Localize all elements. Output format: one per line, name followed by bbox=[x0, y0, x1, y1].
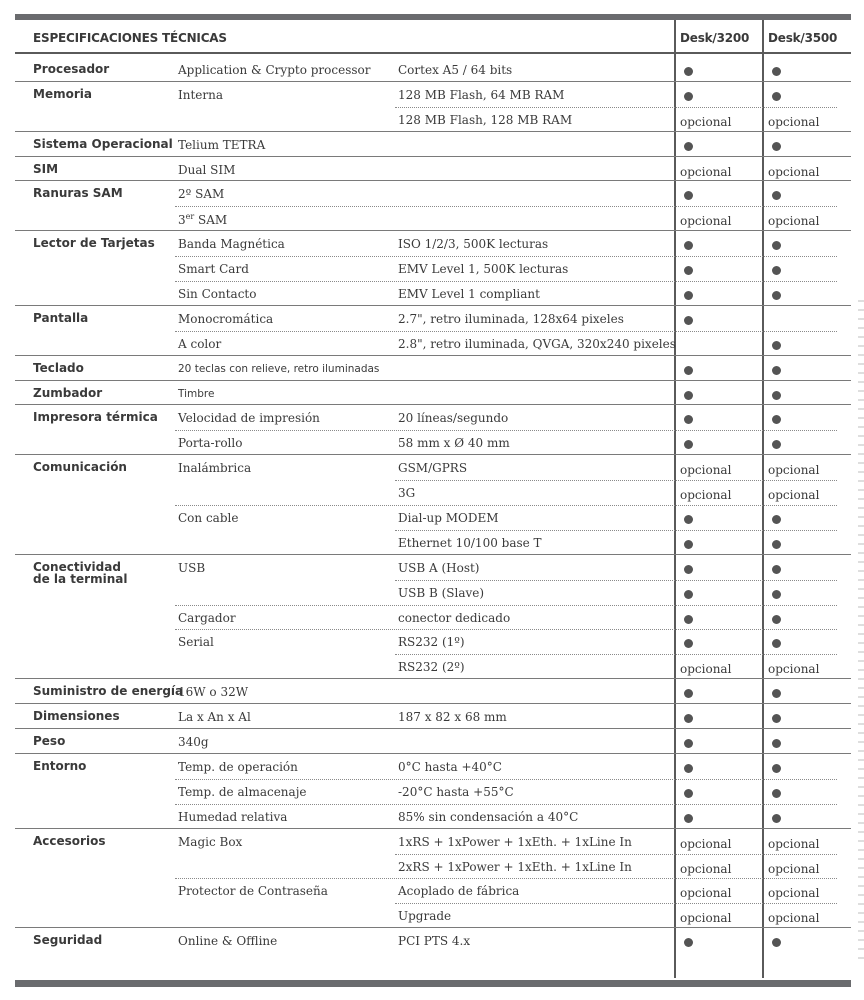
category-label bbox=[33, 461, 127, 473]
feature-label: Telium TETRA bbox=[178, 137, 266, 152]
detail-value: USB B (Slave) bbox=[398, 585, 485, 600]
table-row bbox=[15, 830, 851, 855]
table-header bbox=[15, 20, 851, 54]
feature-label: Con cable bbox=[178, 511, 239, 526]
included-dot-icon bbox=[772, 241, 781, 250]
category-label-text: Teclado bbox=[33, 360, 84, 375]
included-dot-icon bbox=[772, 764, 781, 773]
included-dot-icon bbox=[772, 291, 781, 300]
detail-value: USB A (Host) bbox=[398, 560, 480, 575]
table-row bbox=[15, 232, 851, 257]
included-dot-icon bbox=[684, 391, 693, 400]
table-row bbox=[15, 780, 851, 805]
availability-desk3200: opcional bbox=[680, 886, 732, 901]
availability-desk3200: opcional bbox=[680, 214, 732, 229]
table-row bbox=[15, 855, 851, 880]
detail-value: 0°C hasta +40°C bbox=[398, 759, 502, 774]
table-row bbox=[15, 680, 851, 705]
category-label-text: Conectividad bbox=[33, 559, 121, 574]
detail-value: EMV Level 1 compliant bbox=[398, 287, 540, 302]
included-dot-icon bbox=[772, 689, 781, 698]
included-dot-icon bbox=[684, 92, 693, 101]
table-row bbox=[15, 506, 851, 531]
table-row bbox=[15, 357, 851, 382]
table-row bbox=[15, 207, 851, 232]
table-row bbox=[15, 456, 851, 481]
detail-value: Dial-up MODEM bbox=[398, 511, 499, 526]
detail-value: Cortex A5 / 64 bits bbox=[398, 63, 513, 77]
feature-label: La x An x Al bbox=[178, 710, 251, 725]
table-row bbox=[15, 531, 851, 556]
availability-desk3200: opcional bbox=[680, 662, 732, 677]
feature-label: A color bbox=[178, 336, 222, 351]
category-label bbox=[33, 760, 86, 772]
detail-value: 20 líneas/segundo bbox=[398, 411, 509, 426]
table-row bbox=[15, 406, 851, 431]
header-divider bbox=[15, 52, 851, 54]
spec-sheet bbox=[15, 14, 851, 988]
availability-desk3200: opcional bbox=[680, 114, 732, 129]
feature-label: Magic Box bbox=[178, 834, 243, 849]
included-dot-icon bbox=[684, 739, 693, 748]
availability-desk3200: opcional bbox=[680, 463, 732, 478]
included-dot-icon bbox=[684, 440, 693, 449]
table-row bbox=[15, 431, 851, 456]
included-dot-icon bbox=[684, 714, 693, 723]
category-label-text: Impresora térmica bbox=[33, 410, 158, 425]
feature-label: 16W o 32W bbox=[178, 685, 249, 700]
detail-value: Ethernet 10/100 base T bbox=[398, 535, 542, 550]
category-label bbox=[33, 362, 84, 374]
category-label bbox=[33, 387, 102, 399]
bottom-bar bbox=[15, 980, 851, 987]
category-label bbox=[33, 411, 158, 423]
category-label bbox=[33, 710, 120, 722]
included-dot-icon bbox=[772, 515, 781, 524]
spec-rows bbox=[15, 58, 851, 954]
table-row bbox=[15, 556, 851, 586]
included-dot-icon bbox=[772, 92, 781, 101]
included-dot-icon bbox=[772, 266, 781, 275]
detail-value: 2.8", retro iluminada, QVGA, 320x240 pixeles bbox=[398, 336, 676, 351]
included-dot-icon bbox=[684, 266, 693, 275]
included-dot-icon bbox=[772, 714, 781, 723]
availability-desk3500: opcional bbox=[768, 662, 820, 677]
included-dot-icon bbox=[684, 67, 693, 76]
category-label bbox=[33, 835, 105, 847]
category-label-text: Comunicación bbox=[33, 460, 127, 475]
category-label bbox=[33, 138, 173, 150]
table-row bbox=[15, 158, 851, 183]
included-dot-icon bbox=[684, 689, 693, 698]
category-label-text: Procesador bbox=[33, 62, 110, 76]
table-row bbox=[15, 133, 851, 158]
included-dot-icon bbox=[772, 415, 781, 424]
feature-label: Sin Contacto bbox=[178, 287, 257, 302]
availability-desk3500: opcional bbox=[768, 836, 820, 851]
included-dot-icon bbox=[684, 415, 693, 424]
category-label bbox=[33, 88, 92, 100]
detail-value: 2.7", retro iluminada, 128x64 pixeles bbox=[398, 311, 624, 326]
category-label-text: Seguridad bbox=[33, 933, 103, 948]
included-dot-icon bbox=[684, 366, 693, 375]
detail-value: 128 MB Flash, 128 MB RAM bbox=[398, 112, 573, 127]
table-row bbox=[15, 904, 851, 929]
feature-label: Dual SIM bbox=[178, 162, 236, 177]
included-dot-icon bbox=[684, 938, 693, 947]
detail-value: -20°C hasta +55°C bbox=[398, 784, 514, 799]
category-label-text: Accesorios bbox=[33, 833, 106, 848]
category-label-text: Dimensiones bbox=[33, 709, 120, 724]
detail-value: 2xRS + 1xPower + 1xEth. + 1xLine In bbox=[398, 859, 632, 874]
table-row bbox=[15, 805, 851, 830]
table-row bbox=[15, 755, 851, 780]
detail-value: 1xRS + 1xPower + 1xEth. + 1xLine In bbox=[398, 834, 632, 849]
category-label-text: Peso bbox=[33, 734, 66, 749]
category-label-text: Entorno bbox=[33, 758, 87, 773]
category-label-text: SIM bbox=[33, 161, 59, 176]
table-row bbox=[15, 182, 851, 207]
table-row bbox=[15, 307, 851, 332]
detail-value: 58 mm x Ø 40 mm bbox=[398, 436, 510, 451]
included-dot-icon bbox=[684, 789, 693, 798]
feature-label: Banda Magnética bbox=[178, 237, 285, 252]
availability-desk3500: opcional bbox=[768, 164, 820, 179]
category-label-text: Zumbador bbox=[33, 385, 103, 400]
availability-desk3500: opcional bbox=[768, 463, 820, 478]
feature-label: 2º SAM bbox=[178, 187, 225, 202]
category-label-text: Suministro de energía bbox=[33, 684, 184, 699]
included-dot-icon bbox=[772, 191, 781, 200]
availability-desk3500: opcional bbox=[768, 488, 820, 503]
category-label bbox=[33, 63, 109, 75]
table-row bbox=[15, 655, 851, 680]
included-dot-icon bbox=[684, 590, 693, 599]
included-dot-icon bbox=[772, 789, 781, 798]
detail-value: 128 MB Flash, 64 MB RAM bbox=[398, 87, 565, 102]
included-dot-icon bbox=[772, 440, 781, 449]
included-dot-icon bbox=[772, 565, 781, 574]
table-row bbox=[15, 879, 851, 904]
detail-value: ISO 1/2/3, 500K lecturas bbox=[398, 237, 549, 252]
availability-desk3500: opcional bbox=[768, 861, 820, 876]
detail-value: RS232 (1º) bbox=[398, 635, 465, 650]
included-dot-icon bbox=[684, 639, 693, 648]
detail-value: PCI PTS 4.x bbox=[398, 934, 471, 949]
feature-label: USB bbox=[178, 560, 206, 575]
table-title: ESPECIFICACIONES TÉCNICAS bbox=[33, 31, 227, 45]
table-row bbox=[15, 282, 851, 307]
included-dot-icon bbox=[684, 191, 693, 200]
detail-value: 3G bbox=[398, 486, 416, 501]
table-row bbox=[15, 606, 851, 631]
feature-label: Velocidad de impresión bbox=[178, 411, 320, 426]
included-dot-icon bbox=[684, 615, 693, 624]
included-dot-icon bbox=[772, 391, 781, 400]
table-row bbox=[15, 108, 851, 133]
category-label bbox=[33, 163, 58, 175]
included-dot-icon bbox=[772, 142, 781, 151]
availability-desk3200: opcional bbox=[680, 488, 732, 503]
included-dot-icon bbox=[772, 938, 781, 947]
table-row bbox=[15, 382, 851, 407]
availability-desk3200: opcional bbox=[680, 836, 732, 851]
table-row bbox=[15, 929, 851, 954]
feature-label: Temp. de almacenaje bbox=[178, 784, 307, 799]
included-dot-icon bbox=[772, 739, 781, 748]
table-row bbox=[15, 705, 851, 730]
table-row bbox=[15, 83, 851, 108]
category-label-text: Memoria bbox=[33, 86, 92, 101]
included-dot-icon bbox=[772, 615, 781, 624]
feature-label: 20 teclas con relieve, retro iluminadas bbox=[178, 362, 380, 375]
included-dot-icon bbox=[772, 814, 781, 823]
included-dot-icon bbox=[772, 540, 781, 549]
category-label-line2: de la terminal bbox=[33, 571, 128, 586]
category-label bbox=[33, 312, 88, 324]
feature-label: Cargador bbox=[178, 610, 236, 625]
availability-desk3500: opcional bbox=[768, 911, 820, 926]
detail-value: 187 x 82 x 68 mm bbox=[398, 710, 507, 725]
included-dot-icon bbox=[684, 814, 693, 823]
availability-desk3200: opcional bbox=[680, 911, 732, 926]
detail-value: GSM/GPRS bbox=[398, 461, 468, 476]
included-dot-icon bbox=[772, 366, 781, 375]
feature-label: Serial bbox=[178, 635, 214, 650]
table-row bbox=[15, 481, 851, 506]
category-label bbox=[33, 237, 155, 249]
category-label-text: Pantalla bbox=[33, 310, 89, 325]
detail-value: RS232 (2º) bbox=[398, 660, 465, 675]
availability-desk3200: opcional bbox=[680, 861, 732, 876]
included-dot-icon bbox=[684, 764, 693, 773]
feature-label: Temp. de operación bbox=[178, 759, 298, 774]
category-label-text: Sistema Operacional bbox=[33, 136, 173, 151]
included-dot-icon bbox=[772, 341, 781, 350]
category-label-text: Ranuras SAM bbox=[33, 186, 123, 201]
included-dot-icon bbox=[684, 142, 693, 151]
table-row bbox=[15, 332, 851, 357]
detail-value: Acoplado de fábrica bbox=[398, 884, 520, 899]
included-dot-icon bbox=[772, 590, 781, 599]
detail-value: Upgrade bbox=[398, 909, 452, 924]
feature-label: 340g bbox=[178, 735, 209, 750]
column-header-desk3500: Desk/3500 bbox=[768, 31, 838, 45]
feature-label-visible: 3er SAM bbox=[178, 212, 228, 228]
feature-label bbox=[178, 212, 227, 227]
availability-desk3500: opcional bbox=[768, 214, 820, 229]
availability-desk3500: opcional bbox=[768, 114, 820, 129]
feature-label: Monocromática bbox=[178, 311, 274, 326]
included-dot-icon bbox=[772, 639, 781, 648]
included-dot-icon bbox=[684, 565, 693, 574]
feature-label: Humedad relativa bbox=[178, 809, 288, 824]
included-dot-icon bbox=[684, 316, 693, 325]
included-dot-icon bbox=[684, 515, 693, 524]
feature-label: Porta-rollo bbox=[178, 436, 243, 451]
column-header-desk3200: Desk/3200 bbox=[680, 31, 750, 45]
feature-label: Online & Offline bbox=[178, 934, 278, 949]
included-dot-icon bbox=[684, 540, 693, 549]
category-label bbox=[33, 735, 65, 747]
category-label bbox=[33, 187, 123, 199]
feature-label: Timbre bbox=[178, 387, 215, 400]
feature-label: Inalámbrica bbox=[178, 461, 252, 476]
table-row bbox=[15, 58, 851, 83]
table-row bbox=[15, 630, 851, 655]
availability-desk3200: opcional bbox=[680, 164, 732, 179]
feature-label: Interna bbox=[178, 87, 224, 102]
availability-desk3500: opcional bbox=[768, 886, 820, 901]
category-label-text: Lector de Tarjetas bbox=[33, 236, 155, 251]
detail-value: conector dedicado bbox=[398, 610, 511, 625]
table-row bbox=[15, 257, 851, 282]
feature-label: Protector de Contraseña bbox=[178, 884, 328, 899]
category-label bbox=[33, 685, 183, 697]
included-dot-icon bbox=[684, 291, 693, 300]
table-row bbox=[15, 581, 851, 606]
detail-value: 85% sin condensación a 40°C bbox=[398, 809, 579, 824]
category-label bbox=[33, 934, 102, 946]
feature-label: Application & Crypto processor bbox=[178, 63, 371, 77]
included-dot-icon bbox=[772, 67, 781, 76]
included-dot-icon bbox=[684, 241, 693, 250]
table-row bbox=[15, 730, 851, 755]
side-fine-print bbox=[858, 300, 864, 960]
detail-value: EMV Level 1, 500K lecturas bbox=[398, 262, 569, 277]
feature-label: Smart Card bbox=[178, 262, 249, 277]
